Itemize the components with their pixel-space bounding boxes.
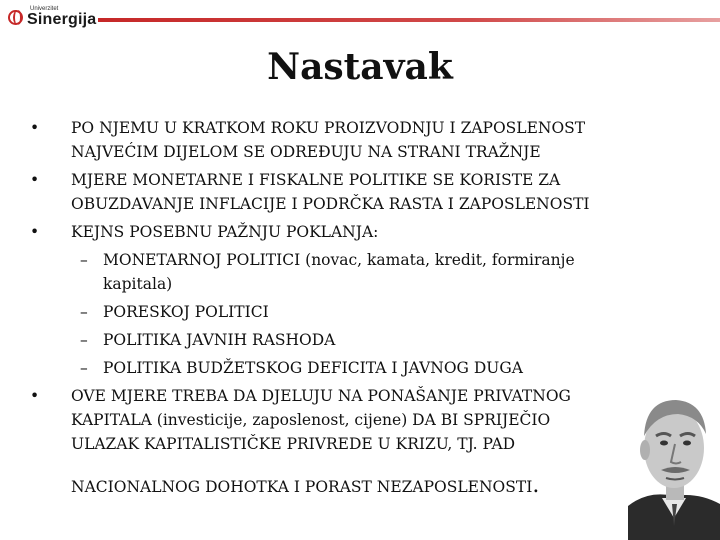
sub-bullet-item [28,328,628,352]
bullet-line: OBUZDAVANJE INFLACIJE I PODRČKA RASTA I ZAPOSLENOSTI [71,195,590,213]
bullet-line: PO NJEMU U KRATKOM ROKU PROIZVODNJU I ZAPOSLENOST [71,119,586,137]
bullet-line-final-text: NACIONALNOG DOHOTKA I PORAST NEZAPOSLENOSTI [71,478,533,496]
portrait-illustration [628,386,720,540]
sub-bullet-line: POLITIKA JAVNIH RASHODA [103,331,336,349]
sub-bullet-marker: – [80,331,88,349]
sub-bullet-marker: – [80,359,88,377]
bullet-line: MJERE MONETARNE I FISKALNE POLITIKE SE KORISTE ZA [71,171,561,189]
sub-bullet-marker: – [80,251,88,269]
logo-small-text: Univerzitet [30,6,59,12]
bullet-marker: • [30,171,40,189]
bullet-line: KEJNS POSEBNU PAŽNJU POKLANJA: [71,223,379,241]
university-logo [8,6,97,32]
bullet-item [28,168,628,216]
bullet-line: OVE MJERE TREBA DA DJELUJU NA PONAŠANJE PRIVATNOG [71,387,571,405]
sub-bullet-line: PORESKOJ POLITICI [103,303,269,321]
sub-bullet-item [28,300,628,324]
slide-content [28,116,628,503]
sub-bullet-marker: – [80,303,88,321]
bullet-line: ULAZAK KAPITALISTIČKE PRIVREDE U KRIZU, TJ. PAD [71,435,516,453]
sub-bullet-item [28,248,628,296]
keynes-portrait [628,386,720,540]
bullet-item [28,384,628,499]
bullet-item [28,220,628,244]
bullet-line: KAPITALA (investicije, zaposlenost, cijene) DA BI SPRIJEČIO [71,411,551,429]
bullet-item [28,116,628,164]
bullet-marker: • [30,223,40,241]
bullet-line-final [71,474,628,499]
logo-wordmark: Sinergija [27,11,97,28]
sub-bullet-line: kapitala) [103,275,173,293]
header-band [0,0,720,38]
globe-icon [8,10,23,25]
bullet-line: NAJVEĆIM DIJELOM SE ODREĐUJU NA STRANI TRAŽNJE [71,143,541,161]
sub-bullet-line: MONETARNOJ POLITICI (novac, kamata, kredit, formiranje [103,251,575,269]
header-divider [98,18,720,22]
slide-title: Nastavak [267,46,453,88]
sub-bullet-line: POLITIKA BUDŽETSKOG DEFICITA I JAVNOG DUGA [103,359,523,377]
bullet-marker: • [30,119,40,137]
sub-bullet-item [28,356,628,380]
final-period: . [532,473,540,498]
bullet-marker: • [30,387,40,405]
